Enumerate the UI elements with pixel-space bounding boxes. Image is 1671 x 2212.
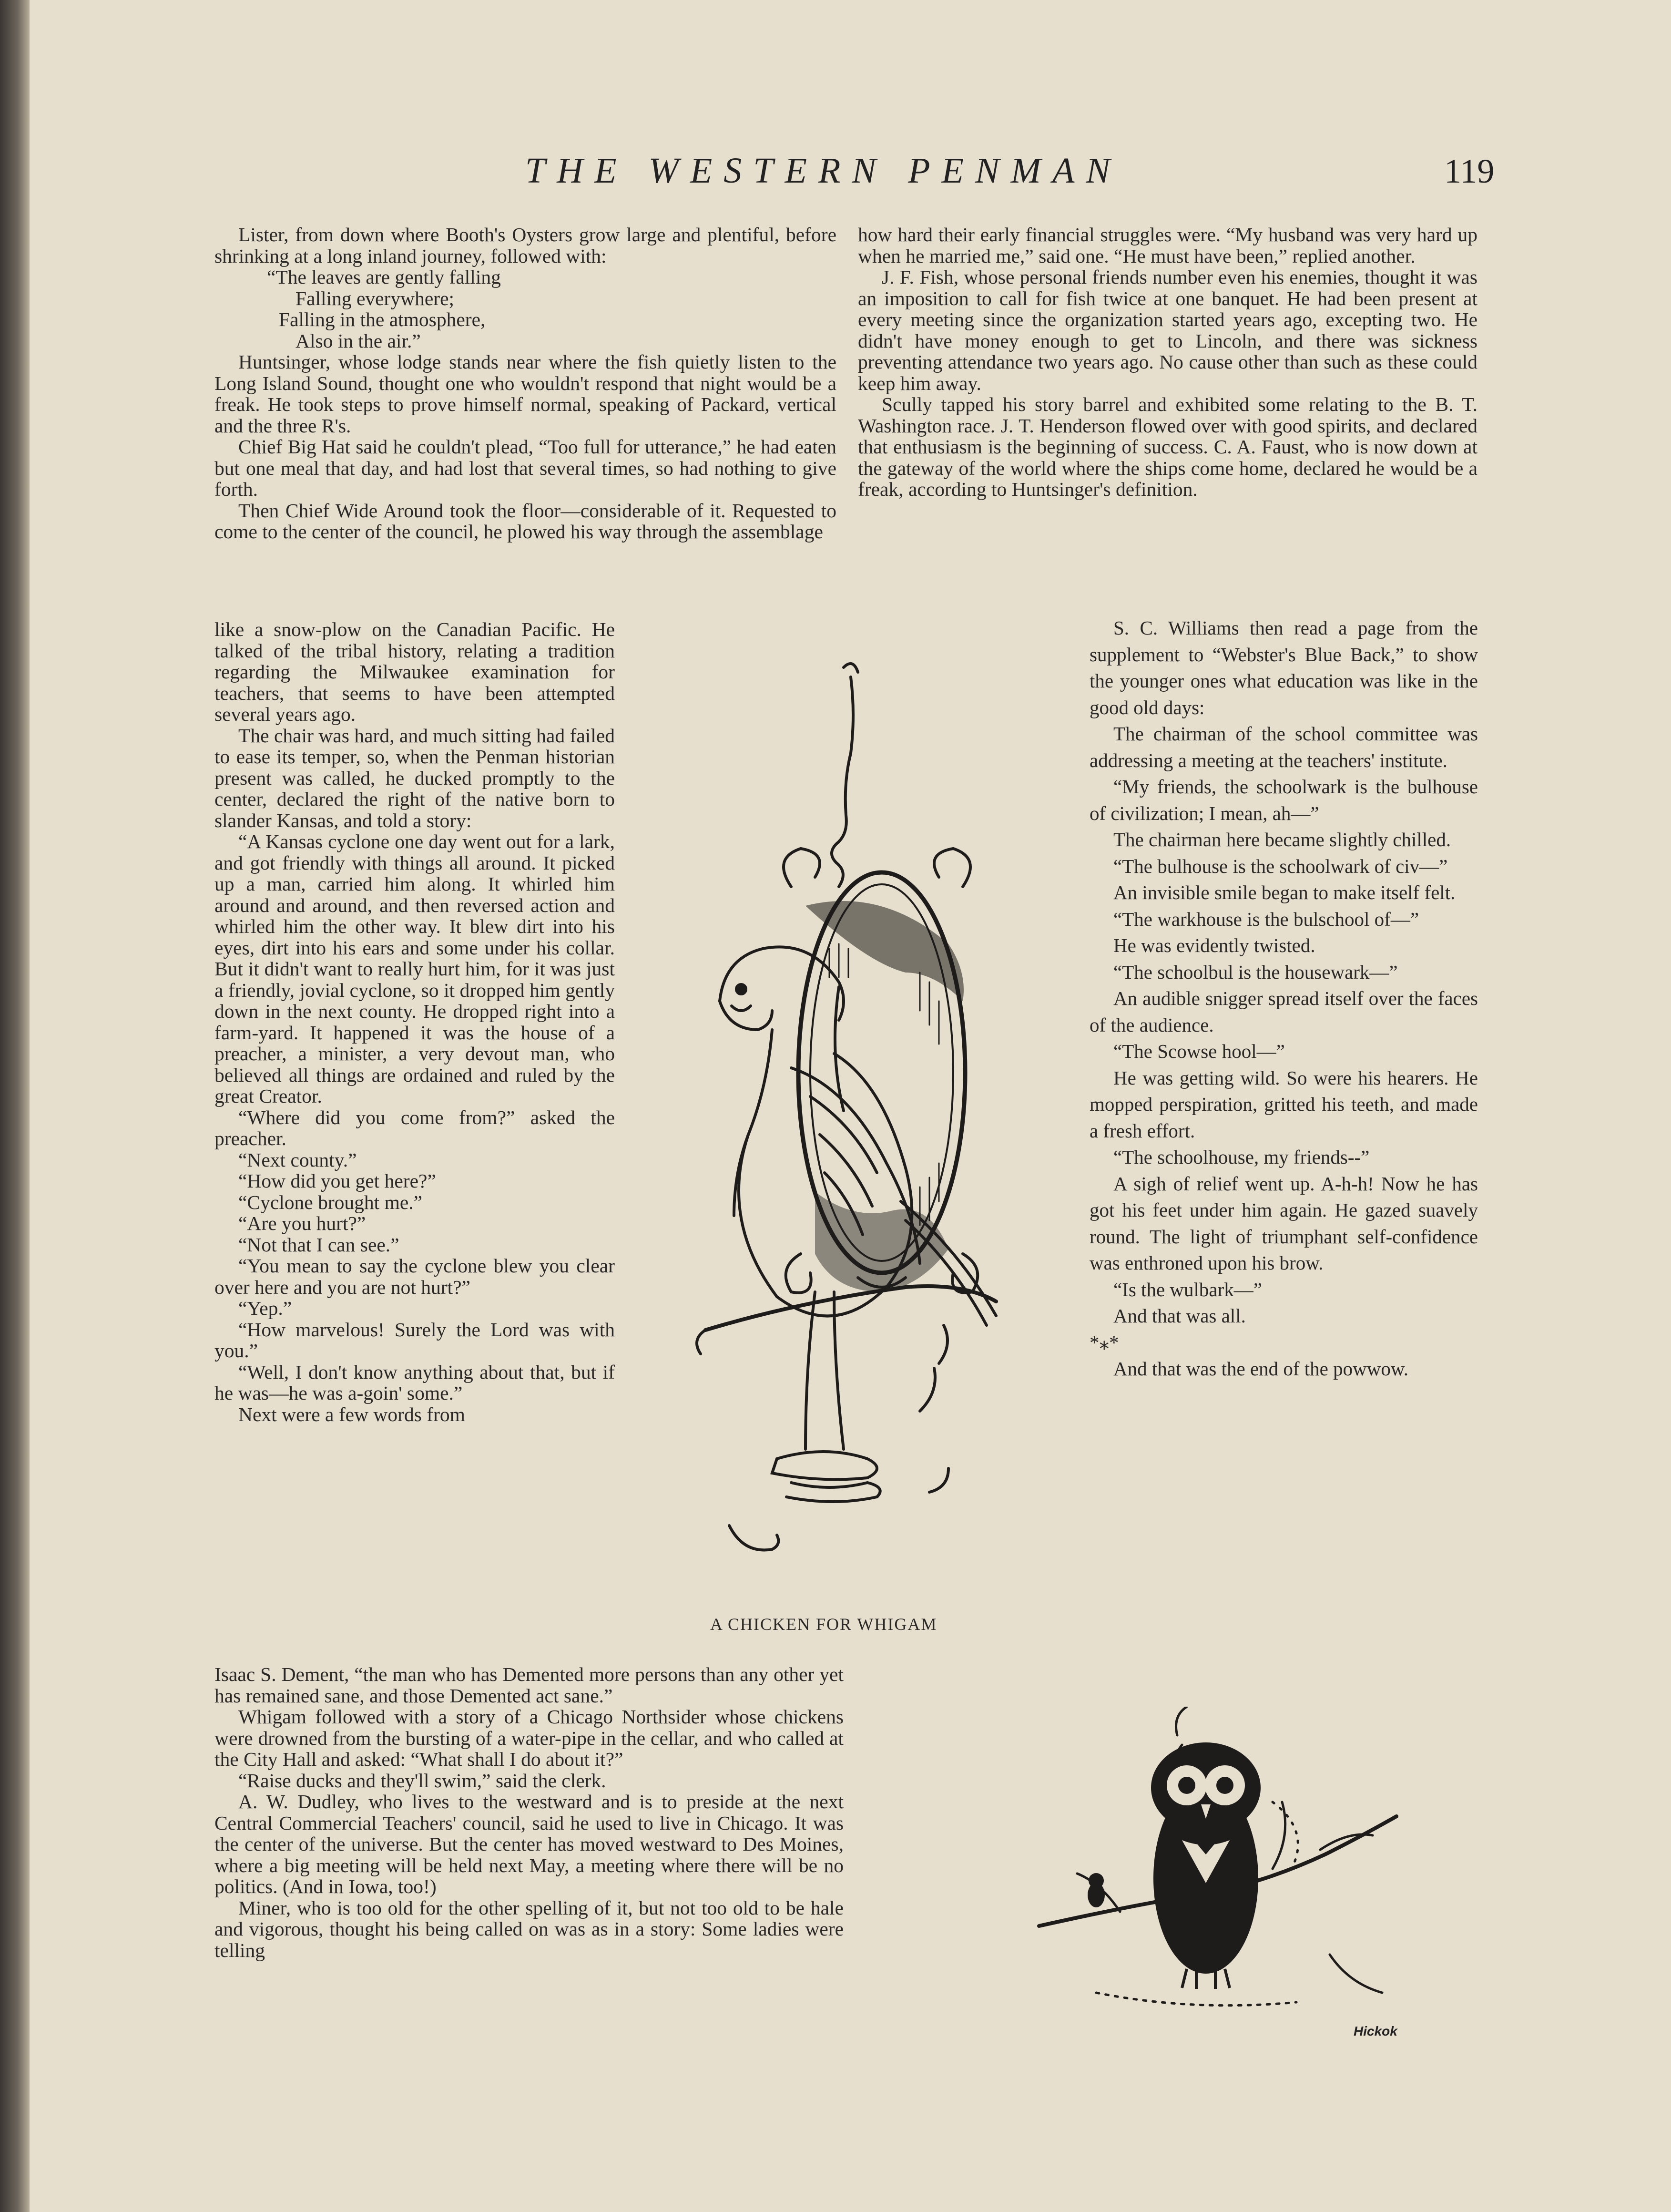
right-column-top [858, 224, 1477, 500]
paragraph: Miner, who is too old for the other spelling of it, but not too old to be hale and vigorous, thought his being called on was as in a story: Some ladies were telling [214, 1896, 844, 1961]
paragraph: J. F. Fish, whose personal friends number even his enemies, thought it was an imposition to call for fish twice at one banquet. He had been present at every meeting since the organization started years ago, excepting two. He didn't have money enough to get to Lincoln, and there was sickness preventing attendance two years ago. No cause other than such as these could keep him away. [858, 266, 1477, 394]
page-number: 119 [1444, 152, 1495, 190]
paragraph: Huntsinger, whose lodge stands near where the fish quietly listen to the Long Island Sound, thought one who wouldn't respond that night would be a freak. He took steps to prove himself normal, speaking of Packard, vertical and the three R's. [214, 351, 836, 437]
paragraph: Chief Big Hat said he couldn't plead, “Too full for utterance,” he had eaten but one meal that day, and had lost that several times, so had nothing to give forth. [214, 436, 836, 500]
paragraph: like a snow-plow on the Canadian Pacific. He talked of the tribal history, relating a tradition regarding the Milwaukee examination for teachers, that seems to have been attempted several years ago. [214, 618, 615, 725]
paragraph: “Are you hurt?” [238, 1212, 366, 1234]
paragraph: The chairman of the school committee was addressing a meeting at the teachers' institute. [1090, 723, 1478, 771]
paragraph: “The Scowse hool—” [1113, 1040, 1285, 1062]
paragraph: A sigh of relief went up. A-h-h! Now he has got his feet under him again. He gazed suavely round. The light of triumphant self-confidence was enthroned upon his brow. [1090, 1172, 1478, 1274]
paragraph: Lister, from down where Booth's Oysters grow large and plentiful, before shrinking at a long inland journey, followed with: [214, 224, 836, 267]
paragraph: “Raise ducks and they'll swim,” said the clerk. [238, 1769, 606, 1792]
paragraph: The chair was hard, and much sitting had failed to ease its temper, so, when the Penman historian present was called, he ducked promptly to the center, declared the right of the native born to slander Kansas, and told a story: [214, 724, 615, 831]
poem [214, 266, 836, 351]
paragraph: “A Kansas cyclone one day went out for a lark, and got friendly with things all around. It picked up a man, carried him along. It whirled him around and around, and then reversed action and whirled him the other way. It blew dirt into his eyes, dirt into his ears and some under his collar. But it didn't want to really hurt him, for it was just a friendly, jovial cyclone, so it dropped him gently down in the next county. He dropped right into a farm-yard. It happened it was the house of a preacher, a minister, a very devout man, who believed all things are ordained and ruled by the great Creator. [214, 830, 615, 1107]
paragraph: “The schoolbul is the housewark—” [1113, 961, 1398, 983]
artist-signature: Hickok [1354, 2024, 1397, 2038]
paragraph: “How did you get here?” [238, 1170, 436, 1192]
section-break-stars: *⁎* [1090, 1331, 1119, 1353]
paragraph: He was evidently twisted. [1113, 934, 1315, 956]
right-column-narrow [1090, 615, 1478, 1382]
paragraph: “Where did you come from?” asked the preacher. [214, 1106, 615, 1149]
paragraph: “The schoolhouse, my friends--” [1113, 1146, 1370, 1168]
paragraph: Whigam followed with a story of a Chicago Northsider whose chickens were drowned from the bursting of a water-pipe in the cellar, and who called at the City Hall and asked: “What shall I do about it?” [214, 1706, 844, 1770]
paragraph: “My friends, the schoolwark is the bulhouse of civilization; I mean, ah—” [1090, 776, 1478, 824]
chicken-illustration [634, 639, 1082, 1592]
poem-line: Falling everywhere; [295, 287, 455, 309]
paragraph: “Well, I don't know anything about that, but if he was—he was a-goin' some.” [214, 1361, 615, 1404]
left-column-narrow [214, 619, 615, 1425]
paragraph: A. W. Dudley, who lives to the westward and is to preside at the next Central Commercial Teachers' council, said he used to live in Chicago. It was the center of the universe. But the center has moved westward to Des Moines, where a big meeting will be held next May, a meeting where there will be no politics. (And in Iowa, too!) [214, 1791, 844, 1897]
poem-line: Falling in the atmosphere, [279, 308, 486, 330]
illustration-caption: A CHICKEN FOR WHIGAM [710, 1615, 937, 1634]
owl-illustration [1025, 1707, 1416, 2050]
paragraph: “Cyclone brought me.” [238, 1191, 423, 1213]
paragraph: “The warkhouse is the bulschool of—” [1113, 908, 1419, 930]
paragraph: “Yep.” [238, 1297, 292, 1319]
paragraph: S. C. Williams then read a page from the supplement to “Webster's Blue Back,” to show the younger ones what education was like in the good old days: [1090, 617, 1478, 718]
paragraph: Next were a few words from [238, 1403, 465, 1425]
paragraph: “Is the wulbark—” [1113, 1278, 1262, 1301]
paragraph: And that was all. [1113, 1305, 1246, 1327]
poem-line: Also in the air.” [295, 329, 421, 352]
left-column-bottom [214, 1664, 844, 1961]
paragraph: He was getting wild. So were his hearers. He mopped perspiration, gritted his teeth, and made a fresh effort. [1090, 1066, 1478, 1142]
paragraph: “How marvelous! Surely the Lord was with you.” [214, 1318, 615, 1362]
paragraph: And that was the end of the powwow. [1113, 1358, 1409, 1380]
left-column-top [214, 224, 836, 543]
paragraph: Scully tapped his story barrel and exhibited some relating to the B. T. Washington race. J. T. Henderson flowed over with good spirits, and declared that enthusiasm is the beginning of success. C. A. Faust, who is now down at the gateway of the world where the ships come home, declared he would be a freak, according to Huntsinger's definition. [858, 393, 1477, 500]
paragraph: Then Chief Wide Around took the floor—considerable of it. Requested to come to the center of the council, he plowed his way through the assemblage [214, 499, 836, 543]
paragraph: “You mean to say the cyclone blew you clear over here and you are not hurt?” [214, 1255, 615, 1298]
paragraph: “Not that I can see.” [238, 1233, 399, 1256]
paragraph: An audible snigger spread itself over the faces of the audience. [1090, 987, 1478, 1036]
paragraph: Isaac S. Dement, “the man who has Demented more persons than any other yet has remained sane, and those Demented act sane.” [214, 1663, 844, 1707]
paragraph: “The bulhouse is the schoolwark of civ—” [1113, 855, 1448, 877]
paragraph: how hard their early financial struggles were. “My husband was very hard up when he married me,” said one. “He must have been,” replied another. [858, 224, 1477, 267]
running-header: THE WESTERN PENMAN [525, 151, 1122, 191]
paragraph: An invisible smile began to make itself felt. [1113, 881, 1456, 903]
poem-line: “The leaves are gently falling [267, 266, 501, 288]
paragraph: “Next county.” [238, 1148, 357, 1171]
paragraph: The chairman here became slightly chilled. [1113, 829, 1451, 850]
book-spine [0, 0, 30, 2212]
